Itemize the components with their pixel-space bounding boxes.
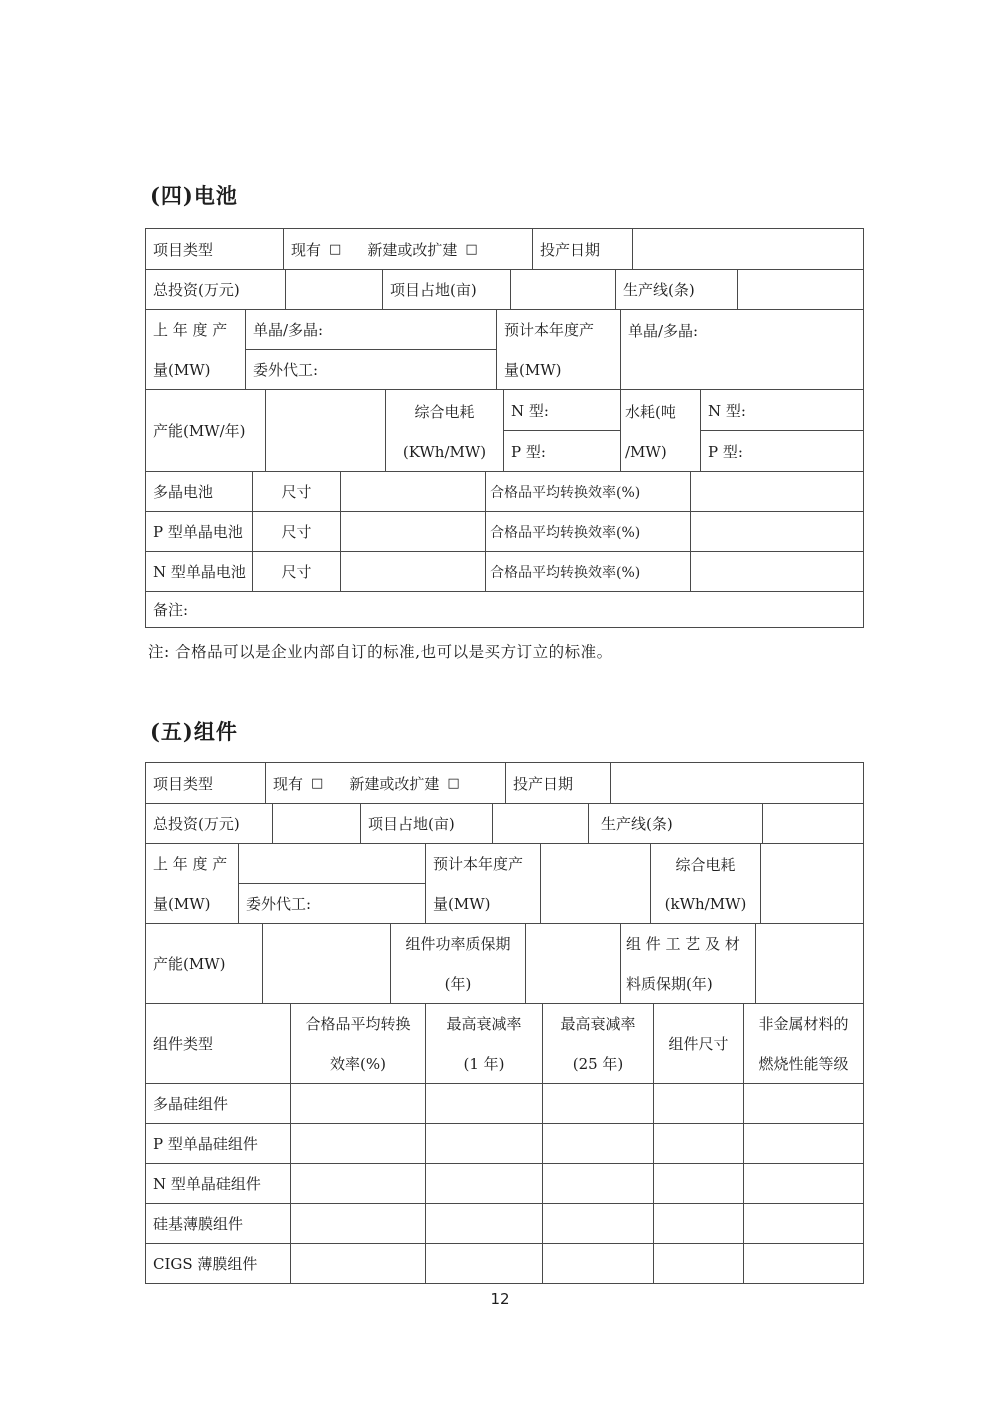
output-detail-cells [239,844,426,923]
battery-type-row [146,471,863,511]
empty-input-cell [744,1124,863,1163]
power-warranty-label: 组件功率质保期 (年) [391,924,526,1003]
p-type-field: P 型: [511,442,546,461]
empty-input-cell [654,1124,744,1163]
project-type-label: 项目类型 [146,229,284,269]
module-type-row [146,1123,863,1163]
checkbox-icon: □ [447,775,460,791]
battery-type-row [146,511,863,551]
outsource-field: 委外代工: [246,895,312,913]
mono-multi-field: 单晶/多晶: [628,322,699,340]
table-row [146,763,863,803]
empty-input-cell [426,1124,543,1163]
empty-input-cell [654,1204,744,1243]
battery-type-label: 多晶电池 [146,472,253,511]
degradation-25yr-header: 最高衰减率 (25 年) [543,1004,654,1083]
empty-input-cell [761,844,863,923]
battery-type-row [146,551,863,591]
empty-input-cell [426,1164,543,1203]
module-type-row [146,1203,863,1243]
section-title-module: (五)组件 [150,719,238,744]
battery-type-label: N 型单晶电池 [146,552,253,591]
module-type-header: 组件类型 [146,1004,291,1083]
efficiency-label: 合格品平均转换效率(%) [486,512,691,551]
empty-input-cell [341,512,486,551]
outsource-field: 委外代工: [253,361,319,379]
size-label: 尺寸 [253,472,341,511]
module-type-row [146,1163,863,1203]
empty-input-cell [654,1084,744,1123]
empty-input-cell [426,1084,543,1123]
capacity-label: 产能(MW) [146,924,263,1003]
production-date-label: 投产日期 [533,229,633,269]
empty-input-cell [266,390,386,471]
empty-input-cell [543,1244,654,1283]
empty-input-cell [744,1244,863,1283]
battery-type-label: P 型单晶电池 [146,512,253,551]
table-row [146,389,863,471]
p-type-field: P 型: [708,442,743,461]
forecast-output-label: 预计本年度产 量(MW) [497,310,621,389]
table-row [146,803,863,843]
power-consumption-label: 综合电耗 (kWh/MW) [651,844,761,923]
project-type-options [284,229,533,269]
empty-input-cell [738,270,863,309]
empty-input-cell [691,512,863,551]
land-label: 项目占地(亩) [383,270,511,309]
fire-rating-header: 非金属材料的 燃烧性能等级 [758,1015,849,1073]
module-form-table [145,762,864,1284]
table-row [146,591,863,627]
empty-input-cell [543,1164,654,1203]
production-lines-label: 生产线(条) [616,270,738,309]
mono-multi-field: 单晶/多晶: [246,310,496,350]
empty-input-cell [291,1084,426,1123]
degradation-1yr-header: 最高衰减率 (1 年) [426,1004,543,1083]
empty-input-cell [341,552,486,591]
last-year-output-label: 上 年 度 产 量(MW) [146,844,239,923]
empty-input-cell [291,1204,426,1243]
empty-input-cell [286,270,383,309]
forecast-output-label: 预计本年度产 量(MW) [426,844,541,923]
land-label: 项目占地(亩) [361,804,493,843]
empty-input-cell [426,1204,543,1243]
efficiency-label: 合格品平均转换效率(%) [486,552,691,591]
checkbox-icon: □ [329,241,342,257]
module-type-label: P 型单晶硅组件 [146,1124,291,1163]
table-row [146,309,863,389]
empty-input-cell [426,1244,543,1283]
capacity-label: 产能(MW/年) [146,390,266,471]
n-type-field: N 型: [701,390,863,431]
empty-input-cell [493,804,589,843]
table-row [146,923,863,1003]
n-type-field: N 型: [504,390,620,431]
checkbox-icon: □ [311,775,324,791]
empty-input-cell [756,924,863,1003]
water-consumption-label: 水耗(吨 /MW) [621,390,701,471]
module-type-row [146,1243,863,1283]
empty-input-cell [291,1244,426,1283]
np-type-cells [701,390,863,471]
empty-input-cell [543,1204,654,1243]
module-size-header: 组件尺寸 [654,1004,744,1083]
investment-label: 总投资(万元) [146,270,286,309]
power-consumption-label: 综合电耗 (KWh/MW) [386,390,504,471]
page-number: 12 [490,1290,510,1308]
empty-input-cell [239,844,425,884]
empty-input-cell [654,1164,744,1203]
empty-input-cell [543,1084,654,1123]
empty-input-cell [291,1124,426,1163]
investment-label: 总投资(万元) [146,804,273,843]
module-type-label: CIGS 薄膜组件 [146,1244,291,1283]
module-type-label: 硅基薄膜组件 [146,1204,291,1243]
table-row [146,843,863,923]
module-type-label: N 型单晶硅组件 [146,1164,291,1203]
empty-input-cell [744,1084,863,1123]
new-expand-option-label: 新建或改扩建 [349,774,440,793]
checkbox-icon: □ [465,241,478,257]
empty-input-cell [511,270,616,309]
empty-input-cell [541,844,651,923]
material-warranty-label: 组 件 工 艺 及 材 料质保期(年) [621,924,756,1003]
production-date-label: 投产日期 [506,763,611,803]
output-detail-cells [246,310,497,389]
last-year-output-label: 上 年 度 产 量(MW) [146,310,246,389]
empty-input-cell [526,924,621,1003]
production-lines-label: 生产线(条) [589,804,763,843]
empty-input-cell [263,924,391,1003]
battery-form-table [145,228,864,628]
empty-input-cell [611,763,863,803]
empty-input-cell [341,472,486,511]
remark-label: 备注: [153,601,189,619]
module-header-row [146,1003,863,1083]
empty-input-cell [744,1204,863,1243]
existing-option-label: 现有 [273,774,304,793]
footnote: 注: 合格品可以是企业内部自订的标准,也可以是买方订立的标准。 [148,643,613,661]
module-type-label: 多晶硅组件 [146,1084,291,1123]
empty-input-cell [654,1244,744,1283]
new-expand-option-label: 新建或改扩建 [367,240,458,259]
empty-input-cell [691,552,863,591]
empty-input-cell [291,1164,426,1203]
size-label: 尺寸 [253,552,341,591]
existing-option-label: 现有 [291,240,322,259]
empty-input-cell [273,804,361,843]
empty-input-cell [633,229,863,269]
np-type-cells [504,390,621,471]
empty-input-cell [744,1164,863,1203]
table-row [146,229,863,269]
project-type-label: 项目类型 [146,763,266,803]
efficiency-header: 合格品平均转换 效率(%) [291,1004,426,1083]
table-row [146,269,863,309]
empty-input-cell [691,472,863,511]
empty-input-cell [543,1124,654,1163]
size-label: 尺寸 [253,512,341,551]
efficiency-label: 合格品平均转换效率(%) [486,472,691,511]
project-type-options [266,763,506,803]
section-title-battery: (四)电池 [150,183,238,208]
module-type-row [146,1083,863,1123]
empty-input-cell [763,804,863,843]
